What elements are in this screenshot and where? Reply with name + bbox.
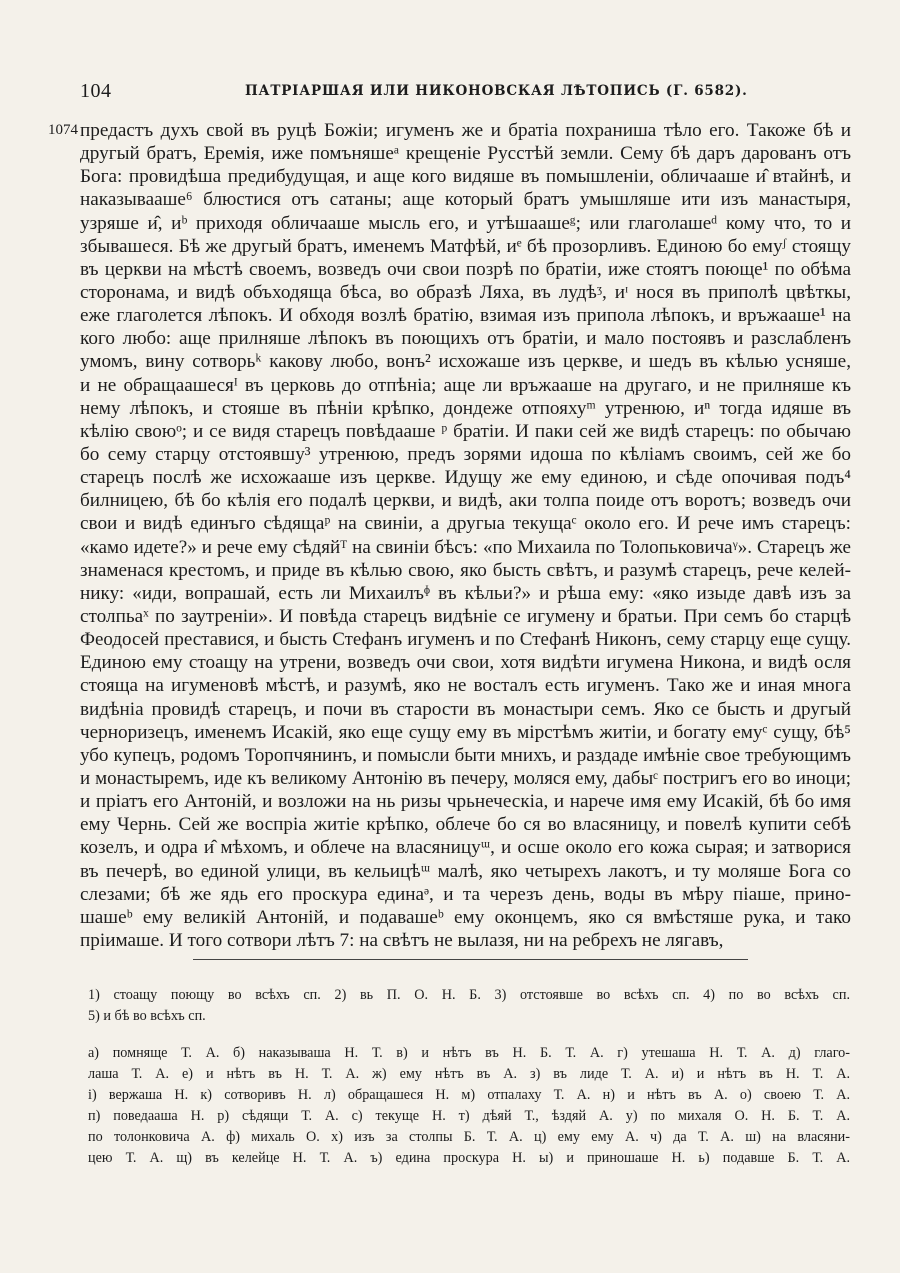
text-line: старецъ послѣ же исхожааше изъ церкве. Идущу же ему единою, и сѣде опочивая подъ⁴ bbox=[80, 467, 851, 489]
footnotes-lettered bbox=[88, 1043, 850, 1169]
footnote-line: цею Т. А. щ) въ келейце Н. Т. А. ъ) едина проскура Н. ы) и приношаше Н. ь) подавше Б. Т. А. bbox=[88, 1150, 850, 1166]
text-line: шашеᵇ ему великій Антоній, и подавашеᵇ ему оконцемъ, яко ся вмѣстяше рука, и тако bbox=[80, 906, 851, 928]
text-line: збывашеся. Бѣ же другый братъ, именемъ Матфѣй, иᵉ бѣ прозорливъ. Единою бо емуᶴ стоящу bbox=[80, 235, 851, 257]
text-line: ему Чернь. Сей же воспріа житіе крѣпко, облече бо ся во власяницу, и повелѣ купити себѣ bbox=[80, 814, 851, 836]
text-line: и пріатъ его Антоній, и возложи на нь ризы чрьнеческіа, и нарече имя ему Исакій, бѣ бо имя bbox=[80, 791, 851, 813]
footnote-line: лаша Т. А. е) и нѣтъ въ Н. Т. А. ж) ему нѣтъ въ А. з) въ лиде Т. А. и) и нѣтъ въ Н. Т. А. bbox=[88, 1066, 850, 1082]
text-line: пріимаше. И того сотвори лѣтъ 7: на свѣтъ не вылазя, ни на ребрехъ не лягавъ, bbox=[80, 929, 724, 951]
text-line: и монастыремъ, иде къ великому Антонію въ печеру, моляся ему, дабыᶜ постригъ его во иноци; bbox=[80, 767, 851, 789]
text-line: «камо идете?» и рече ему сѣдяйᵀ на свиніи бѣсъ: «по Михаила по Толопьковичаᵞ». Старецъ же bbox=[80, 536, 851, 558]
text-line: и не обращаашесяᴵ въ церковь до отпѣніа; аще ли връжааше на другаго, и не прилняше къ bbox=[80, 374, 851, 396]
text-line: козелъ, и одра и̂ мѣхомъ, и облече на власяницуᵚ, и осше около его кожа сырая; и затворися bbox=[80, 837, 851, 859]
margin-year: 1074 bbox=[48, 122, 78, 138]
text-line: бо сему старцу отстоявшу³ утренюю, предъ зорями идоша по кѣліамъ своимъ, сей же бо bbox=[80, 443, 851, 465]
text-line: узряше и̂, иᵇ приходя обличааше мысль его, и утѣшаашеᵍ; или глаголашеᵈ кому что, то и bbox=[80, 212, 851, 234]
text-line: кого любо: аще прилняше лѣпокъ въ поющихъ отъ братіи, и мало постоявъ и разслабленъ bbox=[80, 328, 851, 350]
text-line: Единою ему стоащу на утрени, возведъ очи свои, хотя видѣти игумена Никона, и видѣ осля bbox=[80, 652, 851, 674]
main-text bbox=[80, 119, 851, 952]
footnote-line: 5) и бѣ во всѣхъ сп. bbox=[88, 1008, 206, 1024]
running-title: ПАТРІАРШАЯ ИЛИ НИКОНОВСКАЯ ЛѢТОПИСЬ (Г. 6582). bbox=[245, 83, 748, 99]
text-line: убо купецъ, родомъ Торопчянинъ, и помысли быти мнихъ, и раздаде имѣніе свое требующимъ bbox=[80, 744, 851, 766]
text-line: сторонама, и видѣ объходяща бѣса, во образѣ Ляха, въ лудѣᶾ, иᶦ нося въ приполѣ цвѣткы, bbox=[80, 281, 851, 303]
text-line: другый братъ, Еремія, иже помъняшеᵃ крещеніе Руcстѣй земли. Сему бѣ даръ дарованъ отъ bbox=[80, 143, 851, 165]
text-line: еже глаголется лѣпокъ. И обходя возлѣ братію, взимая изъ припола лѣпокъ, и връжааше¹ на bbox=[80, 305, 851, 327]
text-line: знаменася крестомъ, и приде въ кѣлью свою, яко бысть свѣтъ, и разумѣ старецъ, рече келей- bbox=[80, 559, 851, 581]
text-line: видѣніа провидѣ старецъ, и почи въ старости въ монастыри семъ. Яко се бысть и другый bbox=[80, 698, 851, 720]
text-line: черноризецъ, именемъ Исакій, яко еще сущу ему въ мірстѣмъ житіи, и богату емуᶜ сущу, бѣ⁵ bbox=[80, 721, 851, 743]
text-line: кѣлію своюᵒ; и се видя старецъ повѣдааше ᵖ братіи. И паки сей же видѣ старецъ: по обычаю bbox=[80, 420, 851, 442]
text-line: въ церкви на мѣстѣ своемъ, возведъ очи свои позрѣ по братіи, иже стоятъ поюще¹ по обѣма bbox=[80, 258, 851, 280]
text-line: билницею, бѣ бо кѣлія его подалѣ церкви, и видѣ, аки толпа поиде отъ воротъ; возведъ очи bbox=[80, 490, 851, 512]
page-header bbox=[80, 80, 860, 110]
text-line: Феодосей преставися, и бысть Стефанъ игуменъ и по Стефанѣ Никонъ, сему старцу еще сущу. bbox=[80, 629, 851, 651]
text-line: стояща на игуменовѣ мѣстѣ, и разумѣ, яко не восталъ есть игуменъ. Тако же и иная многа bbox=[80, 675, 851, 697]
text-line: свои и видѣ единъго сѣдящаᵖ на свиніи, а другыа текущаᶜ около его. И рече имъ старецъ: bbox=[80, 513, 851, 535]
text-line: наказывааше⁶ блюстися отъ сатаны; аще который братъ умышляше ити изъ манастыря, bbox=[80, 189, 851, 211]
text-line: нику: «иди, вопрашай, есть ли Михаилъᶲ въ кѣльи?» и рѣша ему: «яко изыде давѣ изъ за bbox=[80, 582, 851, 604]
text-line: столпьаˣ по заутреніи». И повѣда старецъ видѣніе се игумену и братьи. При семъ бо старцѣ bbox=[80, 605, 851, 627]
footnote-line: п) поведааша Н. р) сѣдящи Т. А. с) текуще Н. т) дѣяй Т., ѣздяй А. у) по михаля О. Н. Б. Т. А. bbox=[88, 1108, 850, 1124]
text-line: нему лѣпокъ, и стояше въ пѣніи крѣпко, дондеже отпояхуᵐ утренюю, иⁿ тогда идяше въ bbox=[80, 397, 851, 419]
text-line: предастъ духъ свой въ руцѣ Божіи; игуменъ же и братіа похраниша тѣло его. Такоже бѣ и bbox=[80, 120, 851, 141]
footnotes-numbered bbox=[88, 985, 850, 1027]
text-line: Бога: провидѣша предибудущая, и аще кого видяше въ помышленіи, обличааше и̂ втайнѣ, и bbox=[80, 166, 851, 188]
footnote-rule bbox=[193, 959, 748, 960]
footnote-line: по толонковича А. ф) михаль О. х) изъ за столпы Б. Т. А. ц) ему ему А. ч) да Т. А. ш) на власяни- bbox=[88, 1129, 850, 1145]
footnote-line: 1) стоащу поющу во всѣхъ сп. 2) вь П. О. Н. Б. 3) отстоявше во всѣхъ сп. 4) по во всѣхъ сп. bbox=[88, 987, 850, 1003]
text-line: въ печерѣ, во единой улици, въ кельицѣᵚ малѣ, яко четырехъ лакотъ, и ту моляше Бога со bbox=[80, 860, 851, 882]
page-number: 104 bbox=[80, 80, 112, 102]
footnote-line: а) помняще Т. А. б) наказываша Н. Т. в) и нѣтъ въ Н. Б. Т. А. г) утешаша Н. Т. А. д) глаго- bbox=[88, 1045, 850, 1061]
text-line: слезами; бѣ же ядь его проскура единаᵊ, и та черезъ день, воды въ мѣру піаше, прино- bbox=[80, 883, 851, 905]
text-line: умомъ, вину сотворьᵏ какову любо, вонъ² исхожаше изъ церкве, и шедъ въ кѣлью усняше, bbox=[80, 351, 851, 373]
footnote-line: і) вержаша Н. к) сотворивъ Н. л) обращашеся Н. м) отпалаху Т. А. н) и нѣтъ въ А. о) своею Т. А. bbox=[88, 1087, 850, 1103]
